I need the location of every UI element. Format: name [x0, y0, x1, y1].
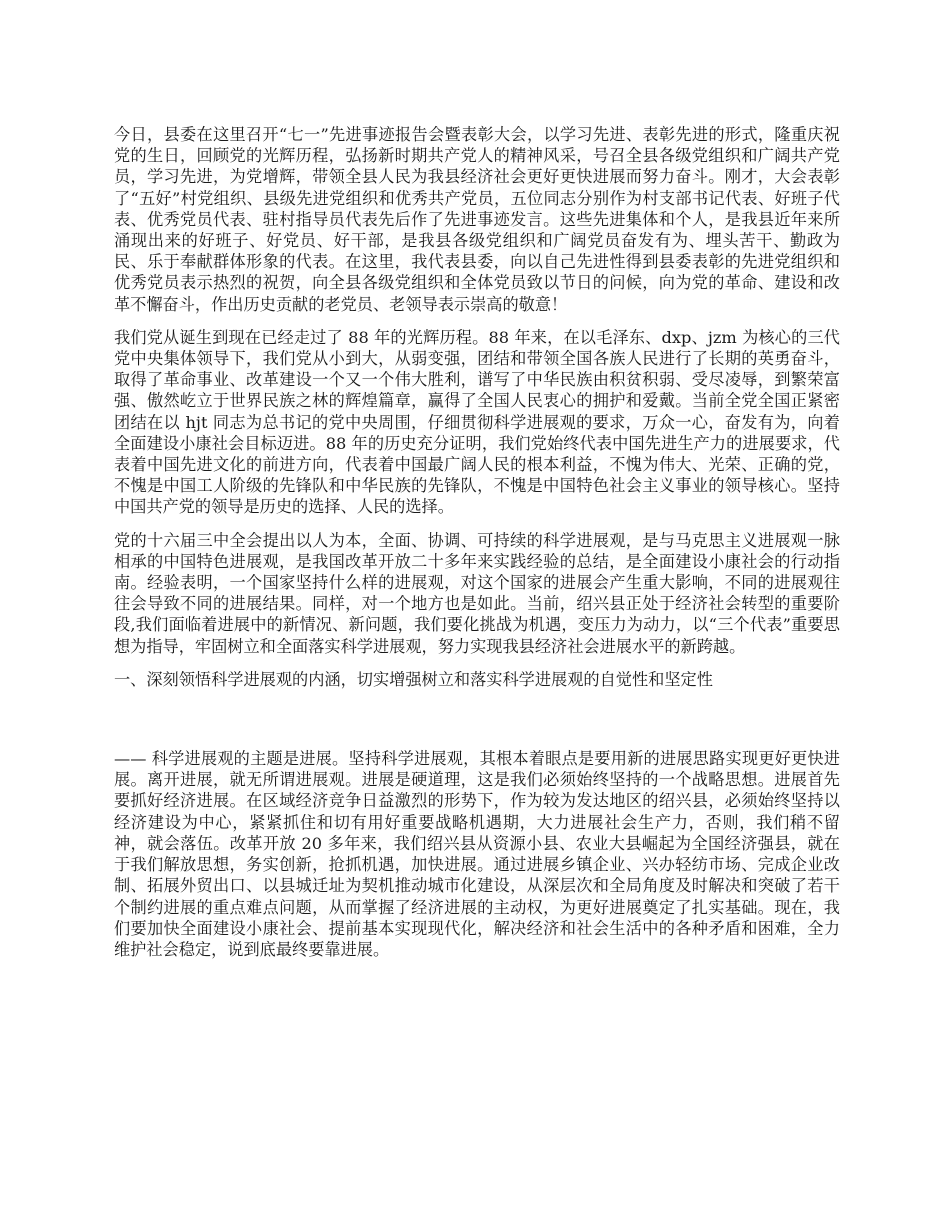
paragraph-1: 今日，县委在这里召开“七一”先进事迹报告会暨表彰大会，以学习先进、表彰先进的形式，隆重庆祝党的生日，回顾党的光辉历程，弘扬新时期共产党人的精神风采，号召全县各级党组织和广阔共产党员，学习先进，为党增辉，带领全县人民为我县经济社会更好更快进展而努力奋斗。刚才，大会表彰了“五好”村党组织、县级先进党组织和优秀共产党员，五位同志分别作为村支部书记代表、好班子代表、优秀党员代表、驻村指导员代表先后作了先进事迹发言。这些先进集体和个人，是我县近年来所涌现出来的好班子、好党员、好干部，是我县各级党组织和广阔党员奋发有为、埋头苦干、勤政为民、乐于奉献群体形象的代表。在这里，我代表县委，向以自己先进性得到县委表彰的先进党组织和优秀党员表示热烈的祝贺，向全县各级党组织和全体党员致以节日的问候，向为党的革命、建设和改革不懈奋斗，作出历史贡献的老党员、老领导表示崇高的敬意！: [114, 125, 840, 314]
paragraph-2: 我们党从诞生到现在已经走过了 88 年的光辉历程。88 年来，在以毛泽东、dxp、jzm 为核心的三代党中央集体领导下，我们党从小到大，从弱变强，团结和带领全国各族人民进行了长期的英勇奋斗，取得了革命事业、改革建设一个又一个伟大胜利，谱写了中华民族由积贫积弱、受尽凌辱，到繁荣富强、傲然屹立于世界民族之林的辉煌篇章，赢得了全国人民衷心的拥护和爱戴。当前全党全国正紧密团结在以 hjt 同志为总书记的党中央周围，仔细贯彻科学进展观的要求，万众一心，奋发有为，向着全面建设小康社会目标迈进。88 年的历史充分证明，我们党始终代表中国先进生产力的进展要求，代表着中国先进文化的前进方向，代表着中国最广阔人民的根本利益，不愧为伟大、光荣、正确的党，不愧是中国工人阶级的先锋队和中华民族的先锋队，不愧是中国特色社会主义事业的领导核心。坚持中国共产党的领导是历史的选择、人民的选择。: [114, 327, 840, 517]
document-body: [114, 124, 840, 972]
paragraph-3: 党的十六届三中全会提出以人为本，全面、协调、可持续的科学进展观，是与马克思主义进展观一脉相承的中国特色进展观，是我国改革开放二十多年来实践经验的总结，是全面建设小康社会的行动指南。经验表明，一个国家坚持什么样的进展观，对这个国家的进展会产生重大影响，不同的进展观往往会导致不同的进展结果。同样，对一个地方也是如此。当前，绍兴县正处于经济社会转型的重要阶段,我们面临着进展中的新情况、新问题，我们要化挑战为机遇，变压力为动力，以“三个代表”重要思想为指导，牢固树立和全面落实科学进展观，努力实现我县经济社会进展水平的新跨越。: [114, 530, 840, 656]
section-heading: 一、深刻领悟科学进展观的内涵，切实增强树立和落实科学进展观的自觉性和坚定性: [114, 669, 713, 689]
section-gap: [114, 690, 840, 748]
section-paragraph: —— 科学进展观的主题是进展。坚持科学进展观，其根本着眼点是要用新的进展思路实现更好更快进展。离开进展，就无所谓进展观。进展是硬道理，这是我们必须始终坚持的一个战略思想。进展首先要抓好经济进展。在区域经济竞争日益激烈的形势下，作为较为发达地区的绍兴县，必须始终坚持以经济建设为中心，紧紧抓住和切有用好重要战略机遇期，大力进展社会生产力，否则，我们稍不留神，就会落伍。改革开放 20 多年来，我们绍兴县从资源小县、农业大县崛起为全国经济强县，就在于我们解放思想，务实创新，抢抓机遇，加快进展。通过进展乡镇企业、兴办轻纺市场、完成企业改制、拓展外贸出口、以县城迁址为契机推动城市化建设，从深层次和全局角度及时解决和突破了若干个制约进展的重点难点问题，从而掌握了经济进展的主动权，为更好进展奠定了扎实基础。现在，我们要加快全面建设小康社会、提前基本实现现代化，解决经济和社会生活中的各种矛盾和困难，全力维护社会稳定，说到底最终要靠进展。: [114, 749, 840, 959]
